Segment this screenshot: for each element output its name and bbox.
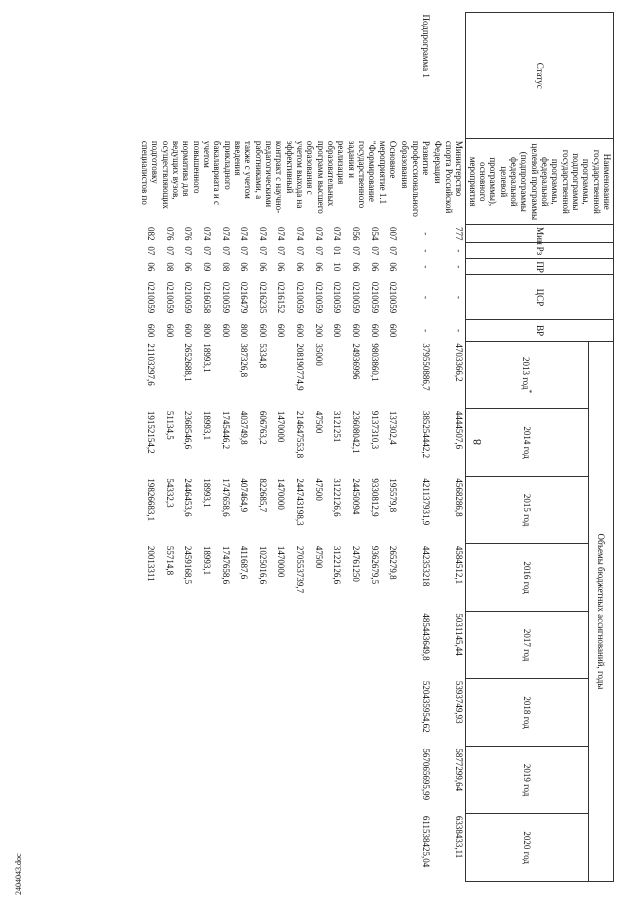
row-pr: 06	[295, 262, 306, 272]
row-value: 244743198,3	[295, 478, 306, 526]
row-value	[232, 746, 251, 814]
row-rz: 07	[388, 246, 399, 256]
row-pr: -	[454, 265, 465, 269]
row-value	[306, 746, 325, 814]
row-value: 2652688,1	[183, 343, 194, 382]
header-year-2018: 2018 год	[466, 679, 589, 747]
row-csr: 0210059	[295, 281, 306, 314]
row-min: 082	[146, 226, 157, 241]
row-value: 18993,1	[202, 410, 213, 441]
row-csr: 0210059	[146, 281, 157, 314]
row-value	[325, 746, 344, 814]
row-value: 5877299,64	[454, 748, 465, 792]
header-volumes: Объемы бюджетных ассигнований, годы	[589, 341, 614, 881]
row-min: 777	[454, 226, 465, 241]
row-value	[362, 746, 381, 814]
row-value: 485443649,8	[421, 613, 432, 661]
row-value	[325, 814, 344, 882]
row-value: 5031145,44	[454, 613, 465, 656]
row-value	[381, 746, 400, 814]
row-vr: 600	[332, 323, 343, 338]
row-value	[176, 611, 195, 679]
header-rz: Рз	[466, 243, 614, 259]
row-value: 47500	[313, 410, 324, 434]
row-value	[343, 611, 362, 679]
row-value	[194, 679, 213, 747]
row-value	[287, 611, 306, 679]
row-name: Министерство спорта Российской Федерации	[433, 140, 465, 214]
row-value: 379550886,7	[421, 343, 432, 391]
row-csr: 0210059	[332, 281, 343, 314]
row-value	[194, 746, 213, 814]
row-value: 47500	[313, 545, 324, 569]
row-min: 074	[313, 226, 324, 241]
row-csr: 0216058	[202, 281, 213, 314]
row-min: 076	[164, 226, 175, 241]
row-value: 1745446,2	[220, 410, 231, 450]
row-csr: -	[421, 295, 432, 299]
row-value: 3121251	[332, 410, 343, 443]
row-value: 520435954,62	[421, 680, 432, 733]
row-csr: 0210059	[313, 281, 324, 314]
row-csr: 0210059	[369, 281, 380, 314]
row-value	[287, 679, 306, 747]
row-value	[250, 611, 269, 679]
row-value: 421137931,9	[421, 478, 432, 526]
row-rz: -	[454, 249, 465, 253]
row-value: 214647553,8	[295, 410, 306, 459]
header-csr: ЦСР	[466, 275, 614, 320]
row-value: 20013311	[146, 545, 157, 582]
row-csr: 0210059	[164, 281, 175, 314]
row-pr: 06	[239, 262, 250, 272]
row-value: 9330812,9	[369, 478, 380, 517]
row-vr: 600	[276, 323, 287, 338]
row-value	[139, 611, 158, 679]
row-pr: 06	[350, 262, 361, 272]
row-csr: 0216479	[239, 281, 250, 314]
row-value	[343, 814, 362, 882]
row-rz: 07	[164, 246, 175, 256]
row-value	[250, 746, 269, 814]
row-value	[343, 679, 362, 747]
page-number: 8	[470, 439, 484, 445]
row-vr: 600	[369, 323, 380, 338]
row-value: 55714,8	[164, 545, 175, 576]
row-min: 074	[239, 226, 250, 241]
row-value: 18993,1	[202, 478, 213, 508]
row-value	[362, 814, 381, 882]
row-vr: 600	[350, 323, 361, 338]
row-value: 18993,1	[202, 545, 213, 576]
row-value: 442353218	[421, 545, 432, 587]
row-value	[269, 814, 288, 882]
budget-table	[139, 12, 614, 882]
row-vr: 600	[220, 323, 231, 338]
row-csr: 0216235	[257, 281, 268, 314]
row-value	[213, 611, 232, 679]
row-value: 411687,6	[239, 545, 250, 580]
row-vr: -	[421, 329, 432, 333]
row-min: 056	[350, 226, 361, 241]
row-value: 1747658,6	[220, 545, 231, 585]
row-value: 9137310,3	[369, 410, 380, 450]
row-value	[381, 341, 400, 409]
row-pr: 08	[164, 262, 175, 272]
row-value	[213, 679, 232, 747]
header-vr: ВР	[466, 320, 614, 341]
header-year-2015: 2015 год	[466, 476, 589, 544]
row-value	[269, 341, 288, 409]
row-value: 4703366,2	[454, 343, 465, 382]
row-value: 2459168,5	[183, 545, 194, 585]
row-csr: 0210059	[350, 281, 361, 314]
row-value	[194, 611, 213, 679]
row-vr: 200	[313, 323, 324, 338]
row-value	[381, 679, 400, 747]
row-value: 5393749,93	[454, 680, 465, 724]
table-row	[432, 13, 466, 882]
row-vr: 600	[257, 323, 268, 338]
row-value	[176, 746, 195, 814]
row-value: 387326,8	[239, 343, 250, 378]
row-value	[287, 814, 306, 882]
row-csr: 0210059	[220, 281, 231, 314]
row-min: 076	[183, 226, 194, 241]
row-value: 3122126,6	[332, 545, 343, 585]
header-year-2016: 2016 год	[466, 544, 589, 612]
row-value: 21103297,6	[146, 343, 157, 386]
row-value	[232, 814, 251, 882]
row-value	[232, 611, 251, 679]
row-pr: 06	[183, 262, 194, 272]
row-value	[176, 679, 195, 747]
row-value: 1470000	[276, 410, 287, 443]
row-csr: 0210059	[183, 281, 194, 314]
row-value: 4568286,8	[454, 478, 465, 517]
row-value	[194, 814, 213, 882]
table-row	[399, 13, 432, 882]
header-year-2020: 2020 год	[466, 814, 589, 882]
row-pr: 08	[220, 262, 231, 272]
row-pr: 06	[388, 262, 399, 272]
row-status: Подпрограмма 1	[421, 14, 432, 78]
row-value: 567065695,99	[421, 748, 432, 801]
row-value: 2368546,6	[183, 410, 194, 450]
row-value: 208190774,9	[295, 343, 306, 391]
row-value: 1470000	[276, 545, 287, 578]
row-pr: 06	[313, 262, 324, 272]
row-vr: 800	[202, 323, 213, 338]
row-value	[269, 679, 288, 747]
row-min: 074	[220, 226, 231, 241]
header-min: Мин	[466, 225, 614, 243]
row-value	[157, 746, 176, 814]
table-body	[139, 13, 466, 882]
row-value	[269, 746, 288, 814]
row-value	[287, 746, 306, 814]
row-vr: -	[454, 329, 465, 333]
row-value: 403749,8	[239, 410, 250, 445]
row-value: 270553739,7	[295, 545, 306, 594]
row-vr: 600	[146, 323, 157, 338]
header-year-2014: 2014 год	[466, 409, 589, 477]
row-value: 24936996	[350, 343, 361, 380]
row-value	[139, 746, 158, 814]
row-value	[250, 679, 269, 747]
row-rz: 01	[332, 246, 343, 256]
row-rz: 07	[276, 246, 287, 256]
row-value: 606763,2	[257, 410, 268, 445]
row-value	[269, 611, 288, 679]
row-vr: 800	[239, 323, 250, 338]
row-rz: 07	[313, 246, 324, 256]
row-value: 18993,1	[202, 343, 213, 373]
row-min: 007	[388, 226, 399, 241]
row-rz: 07	[369, 246, 380, 256]
row-value: 2446453,6	[183, 478, 194, 517]
row-rz: 07	[146, 246, 157, 256]
row-rz: 07	[220, 246, 231, 256]
row-value: 611538425,04	[421, 815, 432, 868]
row-min: 074	[295, 226, 306, 241]
row-rz: 07	[257, 246, 268, 256]
row-vr: 600	[388, 323, 399, 338]
row-csr: 0216152	[276, 281, 287, 314]
row-pr: 10	[332, 262, 343, 272]
row-value	[176, 814, 195, 882]
row-value	[362, 679, 381, 747]
row-value	[250, 814, 269, 882]
row-value: 9362679,5	[369, 545, 380, 585]
row-value: 24761250	[350, 545, 361, 582]
row-value: 54332,3	[164, 478, 175, 508]
row-value	[157, 611, 176, 679]
row-value: 1747658,6	[220, 478, 231, 517]
row-rz: 07	[202, 246, 213, 256]
row-value	[325, 341, 344, 409]
row-value	[306, 611, 325, 679]
row-value: 47500	[313, 478, 324, 501]
row-value: 23608042,1	[350, 410, 361, 454]
row-min: 074	[332, 226, 343, 241]
row-value	[139, 679, 158, 747]
footer-filename: 2404043.doc	[14, 853, 23, 895]
row-value	[157, 341, 176, 409]
row-value: 4444507,6	[454, 410, 465, 450]
row-value	[306, 679, 325, 747]
row-value	[139, 814, 158, 882]
row-value: 51134,5	[164, 410, 175, 440]
row-value: 19152154,2	[146, 410, 157, 454]
budget-table-sheet	[34, 12, 614, 882]
row-value	[325, 679, 344, 747]
row-value	[232, 679, 251, 747]
row-value	[157, 814, 176, 882]
row-vr: 600	[183, 323, 194, 338]
row-value: 6338433,11	[454, 815, 465, 859]
row-value: 3122126,6	[332, 478, 343, 517]
header-pr: ПР	[466, 259, 614, 275]
row-rz: 07	[350, 246, 361, 256]
header-name: Наименование государственной программы, подпрограммы государственной программы, федеральной целевой программы (подпрограммы федеральной целевой программы), основного мероприятия	[466, 139, 614, 225]
row-pr: -	[421, 265, 432, 269]
row-pr: 06	[276, 262, 287, 272]
row-vr: 600	[295, 323, 306, 338]
row-name: Развитие профессионального образования	[400, 140, 432, 217]
header-year-2017: 2017 год	[466, 611, 589, 679]
table-row	[381, 13, 400, 882]
row-min: -	[421, 232, 432, 236]
row-min: 054	[369, 226, 380, 241]
header-year-2013: 2013 год*	[466, 341, 589, 409]
row-value: 137302,4	[388, 410, 399, 445]
row-value	[362, 611, 381, 679]
row-rz: 07	[239, 246, 250, 256]
row-status	[432, 13, 466, 139]
row-value: 4584512,1	[454, 545, 465, 585]
header-status: Статус	[466, 13, 614, 139]
row-value: 1025016,6	[257, 545, 268, 585]
row-min: 074	[276, 226, 287, 241]
row-csr: -	[454, 295, 465, 299]
row-value: 24450094	[350, 478, 361, 515]
row-value: 195579,8	[388, 478, 399, 513]
row-rz: -	[421, 249, 432, 253]
row-min: 074	[257, 226, 268, 241]
row-name: Основное мероприятие 1.1 "Формирование государственного задания и реализация образовательных программ высшего образования с учетом выхода на эффективный контракт с научно-педагогическими работниками, а также с учетом введения прикладного бакалавриата и с учетом повышенного норматива для ведущих вузов, осуществляющих подготовку специалистов по	[139, 140, 399, 214]
row-value	[381, 611, 400, 679]
row-value: 822685,7	[257, 478, 268, 513]
row-vr: 600	[164, 323, 175, 338]
row-value: 1470000	[276, 478, 287, 510]
header-year-2019: 2019 год	[466, 746, 589, 814]
row-rz: 07	[183, 246, 194, 256]
row-value	[213, 341, 232, 409]
row-status	[139, 13, 400, 139]
row-value	[381, 814, 400, 882]
row-pr: 06	[146, 262, 157, 272]
row-value: 35000	[313, 343, 324, 366]
row-pr: 09	[202, 262, 213, 272]
row-rz: 07	[295, 246, 306, 256]
row-value	[157, 679, 176, 747]
row-value: 19826683,1	[146, 478, 157, 522]
row-value	[306, 814, 325, 882]
row-value: 385254442,2	[421, 410, 432, 459]
row-min: 074	[202, 226, 213, 241]
row-value	[343, 746, 362, 814]
row-value: 9803860,1	[369, 343, 380, 382]
row-pr: 06	[257, 262, 268, 272]
row-value: 265279,8	[388, 545, 399, 580]
row-value: 407464,9	[239, 478, 250, 513]
row-value: 5334,8	[257, 343, 268, 369]
row-value	[325, 611, 344, 679]
row-pr: 06	[369, 262, 380, 272]
row-value	[213, 746, 232, 814]
row-csr: 0210059	[388, 281, 399, 314]
row-value	[213, 814, 232, 882]
